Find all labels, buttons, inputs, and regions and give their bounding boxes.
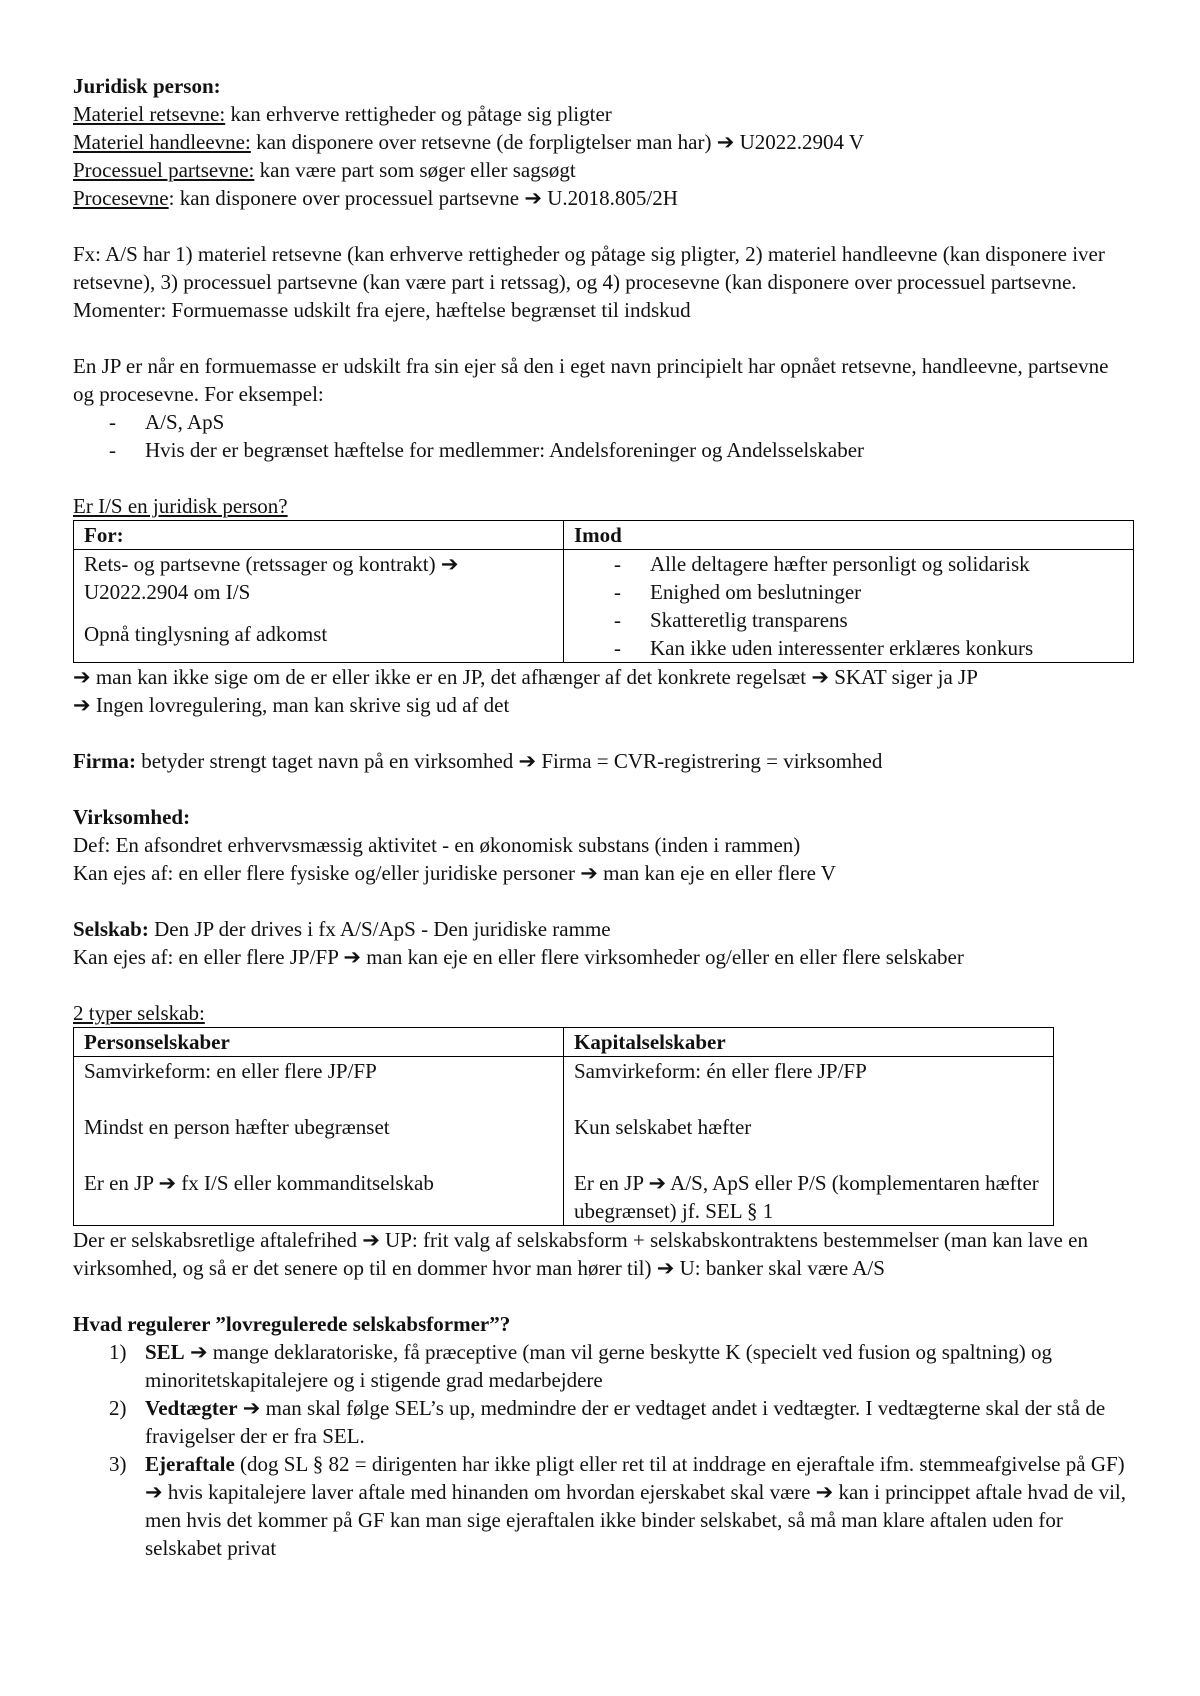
typer-heading: 2 typer selskab:: [73, 1001, 205, 1025]
is-question-heading: Er I/S en juridisk person?: [73, 494, 288, 518]
jp-line: Procesevne: kan disponere over processuel partsevne ➔ U.2018.805/2H: [73, 186, 678, 210]
list-item: - Hvis der er begrænset hæftelse for medlemmer: Andelsforeninger og Andelsselskaber: [109, 436, 1133, 464]
jp-definition: En JP er når en formuemasse er udskilt fra sin ejer så den i eget navn principielt har opnået retsevne, handleevne, partsevne og procesevne. For eksempel:: [73, 354, 1109, 406]
table-cell-imod: [564, 550, 1134, 663]
list-item: 2) Vedtægter ➔ man skal følge SEL’s up, medmindre der er vedtaget andet i vedtægter. I vedtægterne skal der stå de fravigelser der er fra SEL.: [109, 1396, 1106, 1448]
selskab-owners: Kan ejes af: en eller flere JP/FP ➔ man kan eje en eller flere virksomheder og/eller en eller flere selskaber: [73, 945, 964, 969]
selskab-definition: Selskab: Den JP der drives i fx A/S/ApS - Den juridiske ramme: [73, 917, 611, 941]
list-item: - A/S, ApS: [109, 408, 1133, 436]
table-cell-person: Samvirkeform: en eller flere JP/FP Mindst en person hæfter ubegrænset Er en JP ➔ fx I/S eller kommanditselskab: [74, 1057, 564, 1226]
typer-after: Der er selskabsretlige aftalefrihed ➔ UP: frit valg af selskabsform + selskabskontraktens bestemmelser (man kan lave en virksomhed, og så er det senere op til en dommer hvor man hører til) ➔ U: banker skal være A/S: [73, 1228, 1088, 1280]
document-page: [73, 72, 1133, 1562]
virksomhed-heading: Virksomhed:: [73, 805, 191, 829]
table-header-for: For:: [74, 521, 564, 550]
virksomhed-def: Def: En afsondret erhvervsmæssig aktivitet - en økonomisk substans (inden i rammen): [73, 833, 801, 857]
is-conclusion: ➔ Ingen lovregulering, man kan skrive sig ud af det: [73, 693, 510, 717]
table-cell-for: Rets- og partsevne (retssager og kontrakt) ➔ U2022.2904 om I/S Opnå tinglysning af adkomst: [74, 550, 564, 663]
table-cell-kapital: Samvirkeform: én eller flere JP/FP Kun selskabet hæfter Er en JP ➔ A/S, ApS eller P/S (komplementaren hæfter ubegrænset) jf. SEL § 1: [564, 1057, 1054, 1226]
regulering-heading: Hvad regulerer ”lovregulerede selskabsformer”?: [73, 1312, 511, 1336]
list-item: - Kan ikke uden interessenter erklæres konkurs: [614, 634, 1123, 662]
list-item: - Alle deltagere hæfter personligt og solidarisk: [614, 550, 1123, 578]
jp-heading: Juridisk person:: [73, 74, 221, 98]
table-header-personselskaber: Personselskaber: [74, 1028, 564, 1057]
list-item: - Enighed om beslutninger: [614, 578, 1123, 606]
is-question-table: [73, 520, 1134, 663]
jp-example-paragraph: Fx: A/S har 1) materiel retsevne (kan erhverve rettigheder og påtage sig pligter, 2) materiel handleevne (kan disponere iver retsevne), 3) processuel partsevne (kan være part i retssag), og 4) procesevne (kan disponere over processuel partsevne. Momenter: Formuemasse udskilt fra ejere, hæftelse begrænset til indskud: [73, 242, 1105, 322]
jp-example-list: [73, 408, 1133, 464]
list-item: 3) Ejeraftale (dog SL § 82 = dirigenten har ikke pligt eller ret til at inddrage en ejeraftale ifm. stemmeafgivelse på GF) ➔ hvis kapitalejere laver aftale med hinanden om hvordan ejerskabet skal være ➔ kan i princippet aftale hvad de vil, men hvis det kommer på GF kan man sige ejeraftalen ikke binder selskabet, så må man klare aftalen uden for selskabet privat: [109, 1452, 1127, 1560]
table-header-imod: Imod: [564, 521, 1134, 550]
firma-definition: Firma: betyder strengt taget navn på en virksomhed ➔ Firma = CVR-registrering = virksomhed: [73, 749, 883, 773]
virksomhed-owners: Kan ejes af: en eller flere fysiske og/eller juridiske personer ➔ man kan eje en eller flere V: [73, 861, 836, 885]
list-item: 1) SEL ➔ mange deklaratoriske, få præceptive (man vil gerne beskytte K (specielt ved fusion og spaltning) og minoritetskapitalejere og i stigende grad medarbejdere: [109, 1340, 1052, 1392]
jp-line: Materiel retsevne: kan erhverve rettigheder og påtage sig pligter: [73, 102, 612, 126]
is-conclusion: ➔ man kan ikke sige om de er eller ikke er en JP, det afhænger af det konkrete regelsæt ➔ SKAT siger ja JP: [73, 665, 978, 689]
typer-table: [73, 1027, 1054, 1226]
jp-line: Processuel partsevne: kan være part som søger eller sagsøgt: [73, 158, 576, 182]
list-item: - Skatteretlig transparens: [614, 606, 1123, 634]
regulering-list: [73, 1338, 1133, 1562]
table-header-kapitalselskaber: Kapitalselskaber: [564, 1028, 1054, 1057]
jp-line: Materiel handleevne: kan disponere over retsevne (de forpligtelser man har) ➔ U2022.2904 V: [73, 130, 865, 154]
